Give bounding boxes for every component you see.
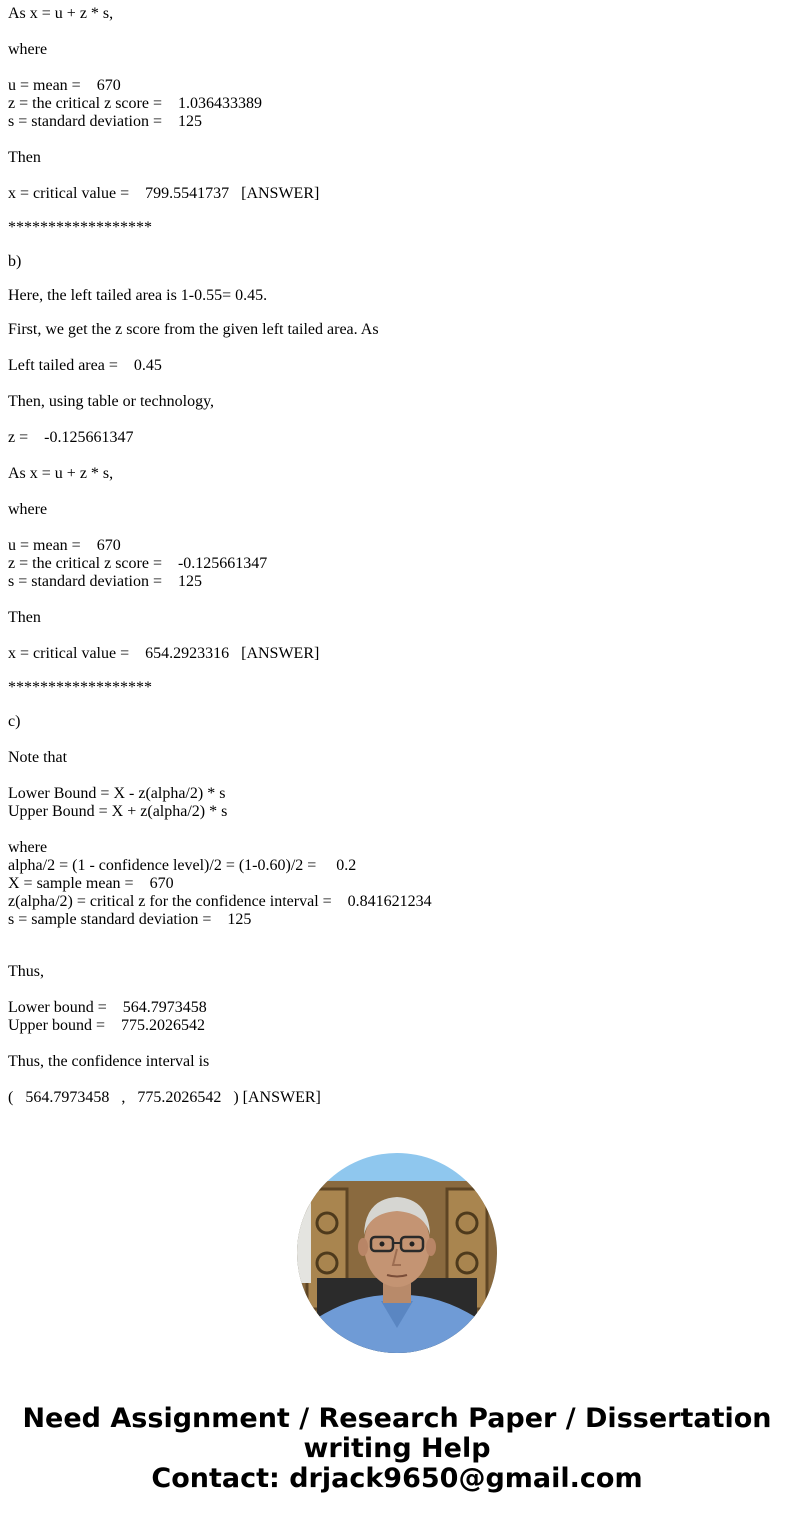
text-line: b) (8, 253, 22, 270)
text-line: s = standard deviation = 125 (8, 573, 203, 590)
text-line: s = standard deviation = 125 (8, 113, 203, 130)
text-line: z = -0.125661347 (8, 429, 134, 446)
text-line: where (8, 41, 48, 58)
text-line: Upper bound = 775.2026542 (8, 1017, 206, 1034)
text-line: c) (8, 713, 21, 730)
text-line: ****************** (8, 679, 152, 696)
contact-banner (0, 1404, 794, 1494)
text-line: Then (8, 149, 41, 166)
text-line: As x = u + z * s, (8, 465, 114, 482)
text-line: ( 564.7973458 , 775.2026542 ) [ANSWER] (8, 1089, 321, 1106)
text-line: X = sample mean = 670 (8, 875, 174, 892)
text-line: s = sample standard deviation = 125 (8, 911, 252, 928)
text-line: Left tailed area = 0.45 (8, 357, 162, 374)
text-line: x = critical value = 799.5541737 [ANSWER] (8, 185, 320, 202)
text-line: Thus, the confidence interval is (8, 1053, 210, 1070)
footer-line-1: Need Assignment / Research Paper / Dissertation (22, 1403, 772, 1434)
text-line: Upper Bound = X + z(alpha/2) * s (8, 803, 228, 820)
text-line: Lower bound = 564.7973458 (8, 999, 207, 1016)
text-line: Then, using table or technology, (8, 393, 215, 410)
text-line: u = mean = 670 (8, 77, 121, 94)
text-line: ****************** (8, 219, 152, 236)
text-line: Then (8, 609, 41, 626)
text-line: Lower Bound = X - z(alpha/2) * s (8, 785, 226, 802)
footer-line-2: writing Help (303, 1433, 491, 1464)
text-line: z(alpha/2) = critical z for the confidence interval = 0.841621234 (8, 893, 432, 910)
footer-line-3: Contact: drjack9650@gmail.com (151, 1463, 643, 1494)
text-line: u = mean = 670 (8, 537, 121, 554)
text-line: Here, the left tailed area is 1-0.55= 0.45. (8, 287, 268, 304)
text-line: z = the critical z score = -0.125661347 (8, 555, 268, 572)
text-line: where (8, 839, 48, 856)
author-photo (297, 1153, 497, 1353)
text-line: z = the critical z score = 1.036433389 (8, 95, 262, 112)
text-line: where (8, 501, 48, 518)
text-line: First, we get the z score from the given left tailed area. As (8, 321, 379, 338)
text-line: x = critical value = 654.2923316 [ANSWER] (8, 645, 320, 662)
text-line: Note that (8, 749, 68, 766)
text-line: Thus, (8, 963, 44, 980)
text-line: As x = u + z * s, (8, 5, 114, 22)
text-line: alpha/2 = (1 - confidence level)/2 = (1-0.60)/2 = 0.2 (8, 857, 357, 874)
